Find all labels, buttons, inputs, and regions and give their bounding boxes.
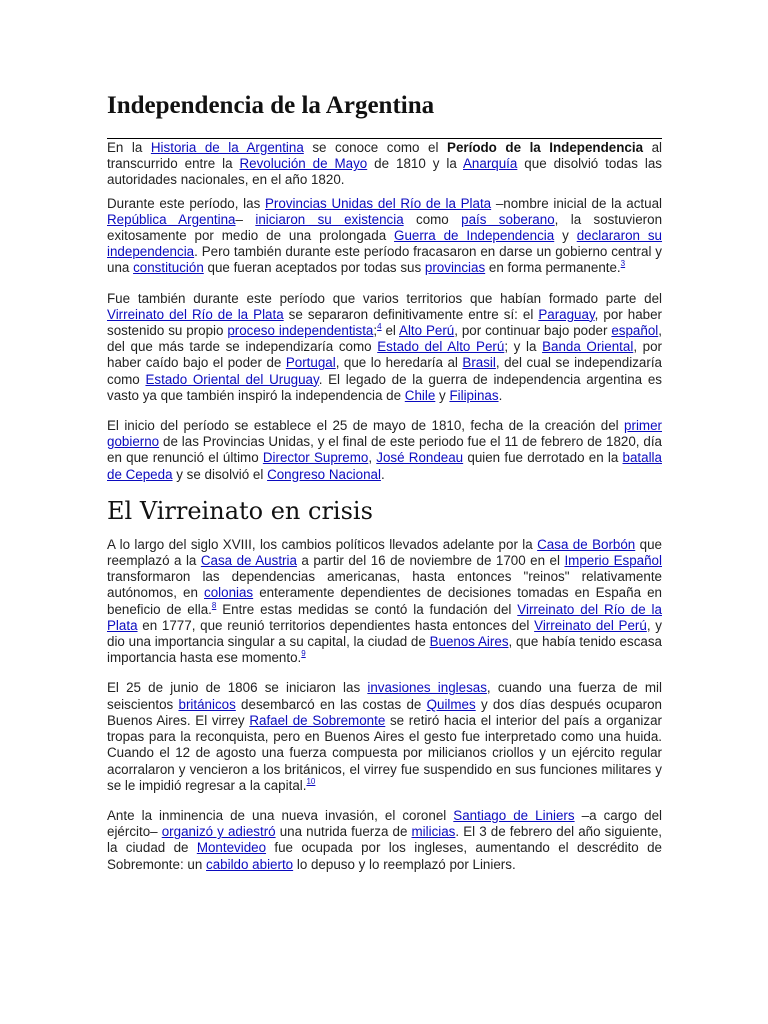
text: el <box>381 323 400 339</box>
paragraph-inicio-periodo <box>107 418 662 483</box>
link-colonias[interactable]: colonias <box>204 585 254 601</box>
text: El inicio del período se establece el 25 de mayo de 1810, fecha de la creación del <box>107 418 625 434</box>
link-cabildo-abierto[interactable]: cabildo abierto <box>206 856 294 872</box>
footnote-4-link[interactable]: 4 <box>377 322 382 332</box>
link-provincias[interactable]: provincias <box>424 260 486 276</box>
text: Ante la inminencia de una nueva invasión, el coronel <box>107 807 454 823</box>
link-milicias[interactable]: milicias <box>411 824 456 840</box>
footnote-10-link[interactable]: 10 <box>306 776 316 786</box>
text: – <box>235 211 256 227</box>
footnote-ref[interactable] <box>621 259 625 268</box>
text: enteramente dependientes de decisiones tomadas en España en beneficio de ella. <box>107 585 662 617</box>
link-espanol[interactable]: español <box>611 323 659 339</box>
page-title: Independencia de la Argentina <box>107 92 435 119</box>
text: transformaron las dependencias americanas, hasta entonces "reinos" relativamente autónomos, en <box>107 569 662 601</box>
text: en forma permanente. <box>485 260 621 276</box>
link-invasiones-inglesas[interactable]: invasiones inglesas <box>367 680 487 696</box>
text: fue ocupada por los ingleses, aumentando el descrédito de Sobremonte: un <box>107 840 662 872</box>
footnote-9-link[interactable]: 9 <box>301 649 306 659</box>
link-montevideo[interactable]: Montevideo <box>196 840 267 856</box>
text: , por continuar bajo poder <box>454 323 612 339</box>
text: , que había tenido escasa importancia hasta ese momento. <box>107 634 662 666</box>
text: El 25 de junio de 1806 se iniciaron las <box>107 680 368 696</box>
link-congreso-nacional[interactable]: Congreso Nacional <box>267 466 381 482</box>
text: y <box>435 387 450 403</box>
text: , la sostuvieron exitosamente por medio de una prolongada <box>107 211 663 244</box>
text: A lo largo del siglo XVIII, los cambios políticos llevados adelante por la <box>107 536 538 552</box>
text: se separaron definitivamente entre sí: el <box>283 306 539 322</box>
link-virreinato-peru[interactable]: Virreinato del Perú <box>534 617 647 633</box>
text: que reemplazó a la <box>107 536 663 569</box>
text: ; <box>373 323 378 339</box>
text: . <box>498 387 503 403</box>
paragraph-provincias <box>107 196 662 277</box>
link-historia-argentina[interactable]: Historia de la Argentina <box>150 140 304 155</box>
text: . <box>380 466 385 482</box>
text: al transcurrido entre la <box>107 140 663 172</box>
footnote-3-link[interactable]: 3 <box>620 259 626 269</box>
text: Entre estas medidas se contó la fundación del <box>216 601 518 617</box>
link-revolucion-mayo[interactable]: Revolución de Mayo <box>239 156 368 172</box>
article-body <box>107 140 662 887</box>
text: . El legado de la guerra de independencia argentina es vasto ya que también inspiró la independencia de <box>107 371 662 403</box>
text: que fueran aceptados por todas sus <box>203 260 425 276</box>
link-pais-soberano[interactable]: país soberano <box>461 211 555 227</box>
link-imperio-espanol[interactable]: Imperio Español <box>564 553 662 569</box>
text: , del cual se independizaría como <box>107 355 662 387</box>
text: se retiró hacia el interior del país a organizar tropas para la reconquista, pero en Buenos Aires el gesto fue interpretado como una huida. Cuando el 12 de agosto una fuerza compuesta por milicianos criollos y un ejército regular acorralaron y vencieron a los británicos, el virrey fue suspendido en sus funciones militares y se le impidió regresar a la capital. <box>107 712 662 793</box>
link-organizo-adiestro[interactable]: organizó y adiestró <box>161 824 276 840</box>
link-casa-austria[interactable]: Casa de Austria <box>200 553 297 569</box>
text: –a cargo del ejército– <box>107 807 662 840</box>
link-anarquia[interactable]: Anarquía <box>463 156 518 172</box>
text: Durante este período, las <box>107 195 265 211</box>
link-filipinas[interactable]: Filipinas <box>449 387 499 403</box>
paragraph-territorios <box>107 291 662 404</box>
link-primer-gobierno[interactable]: primer gobierno <box>107 418 662 450</box>
text: que disolvió todas las autoridades nacionales, en el año 1820. <box>107 156 662 188</box>
text: a partir del 16 de noviembre de 1700 en el <box>296 553 565 569</box>
link-director-supremo[interactable]: Director Supremo <box>262 450 369 466</box>
text: , del que más tarde se independizaría como <box>107 323 662 355</box>
text: lo depuso y lo reemplazó por Liniers. <box>293 856 516 872</box>
link-virreinato-rio-plata-2[interactable]: Virreinato del Río de la Plata <box>107 601 662 633</box>
link-iniciaron-existencia[interactable]: iniciaron su existencia <box>255 211 404 227</box>
text: de 1810 y la <box>367 156 463 172</box>
text: . El 3 de febrero del año siguiente, la ciudad de <box>107 824 662 856</box>
paragraph-invasiones <box>107 680 662 793</box>
text: Fue también durante este período que varios territorios que habían formado parte del <box>107 290 662 306</box>
link-virreinato-rio-plata[interactable]: Virreinato del Río de la Plata <box>107 306 284 322</box>
footnote-ref[interactable] <box>306 777 315 786</box>
bold-periodo-independencia: Período de la Independencia <box>447 140 644 155</box>
text: y se disolvió el <box>172 466 268 482</box>
text: se conoce como el <box>303 140 448 155</box>
text: , por haber sostenido su propio <box>107 306 662 339</box>
link-estado-alto-peru[interactable]: Estado del Alto Perú <box>377 339 505 355</box>
footnote-8-link[interactable]: 8 <box>211 600 217 610</box>
text: en 1777, que reunió territorios dependientes hasta entonces del <box>137 617 535 633</box>
text: de las Provincias Unidas, y el final de este periodo fue el 11 de febrero de 1820, día en que renunció el último <box>107 434 662 466</box>
text: , que lo heredaría al <box>335 355 463 371</box>
link-rafael-sobremonte[interactable]: Rafael de Sobremonte <box>249 712 386 728</box>
link-batalla-cepeda[interactable]: batalla de Cepeda <box>107 450 662 482</box>
link-jose-rondeau[interactable]: José Rondeau <box>376 450 464 466</box>
text: En la <box>107 140 151 155</box>
text: –nombre inicial de la actual <box>491 195 662 211</box>
paragraph-intro <box>107 140 662 189</box>
link-constitucion[interactable]: constitución <box>133 260 204 276</box>
link-estado-oriental-uruguay[interactable]: Estado Oriental del Uruguay <box>145 371 319 387</box>
link-banda-oriental[interactable]: Banda Oriental <box>542 339 634 355</box>
text: una nutrida fuerza de <box>275 824 412 840</box>
link-santiago-liniers[interactable]: Santiago de Liniers <box>453 807 575 823</box>
footnote-ref[interactable] <box>301 649 305 658</box>
text: ; y la <box>504 339 543 355</box>
text: quien fue derrotado en la <box>463 450 623 466</box>
link-chile[interactable]: Chile <box>404 387 436 403</box>
text: . Pero también durante este período fracasaron en darse un gobierno central y una <box>107 244 662 276</box>
link-quilmes[interactable]: Quilmes <box>426 696 476 712</box>
link-proceso-independentista[interactable]: proceso independentista <box>227 323 374 339</box>
link-declararon-independencia[interactable]: declararon su independencia <box>107 228 663 260</box>
text: desembarcó en las costas de <box>235 696 427 712</box>
link-provincias-unidas[interactable]: Provincias Unidas del Río de la Plata <box>264 195 492 211</box>
text: , por haber caído bajo el poder de <box>107 339 663 371</box>
link-brasil[interactable]: Brasil <box>462 355 496 371</box>
text: , y dio una importancia singular a su capital, la ciudad de <box>107 617 663 650</box>
text: , <box>368 450 377 466</box>
text: y dos días después ocuparon Buenos Aires. El virrey <box>107 696 662 728</box>
link-casa-borbon[interactable]: Casa de Borbón <box>537 536 636 552</box>
link-guerra-independencia[interactable]: Guerra de Independencia <box>394 228 555 244</box>
link-paraguay[interactable]: Paraguay <box>538 306 595 322</box>
title-divider <box>107 138 662 139</box>
link-republica-argentina[interactable]: República Argentina <box>107 211 236 227</box>
link-alto-peru[interactable]: Alto Perú <box>399 323 455 339</box>
link-buenos-aires[interactable]: Buenos Aires <box>429 634 509 650</box>
text: y <box>554 228 577 244</box>
paragraph-liniers <box>107 808 662 873</box>
link-portugal[interactable]: Portugal <box>285 355 336 371</box>
paragraph-borbones <box>107 537 662 667</box>
link-britanicos[interactable]: británicos <box>178 696 236 712</box>
text: , cuando una fuerza de mil seiscientos <box>107 680 662 712</box>
section-heading: El Virreinato en crisis <box>107 496 373 525</box>
text: como <box>403 211 462 227</box>
